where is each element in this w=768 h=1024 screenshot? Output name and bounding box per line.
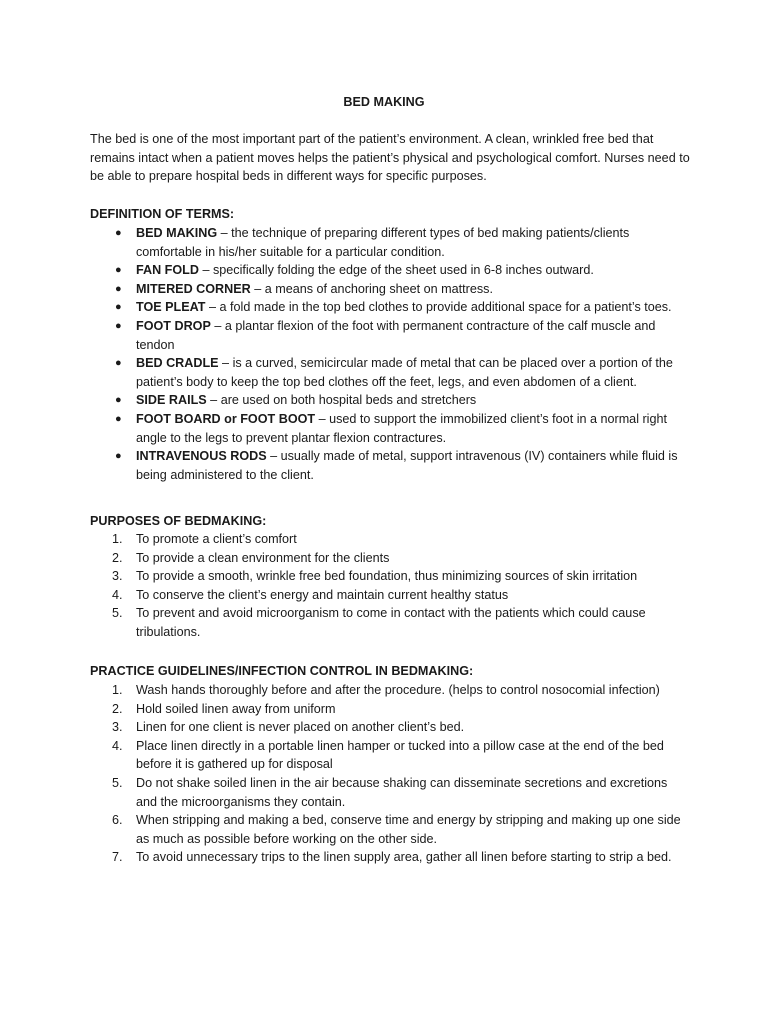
definition-term: FAN FOLD (136, 263, 199, 278)
purpose-text: To provide a smooth, wrinkle free bed foundation, thus minimizing sources of skin irritation (136, 569, 638, 584)
guideline-text: Place linen directly in a portable linen hamper or tucked into a pillow case at the end of the bed before it is gathered up for disposal (136, 738, 664, 772)
definition-text: – a means of anchoring sheet on mattress. (250, 281, 493, 296)
purpose-text: To promote a client’s comfort (136, 532, 297, 546)
definition-term: BED MAKING (136, 226, 218, 240)
purposes-heading: PURPOSES OF BEDMAKING: (90, 514, 267, 528)
definition-text: – usually made of metal, support intravenous (IV) containers while fluid is being administered to the client. (136, 449, 678, 482)
bullet-marker: ● (115, 301, 122, 314)
item-number: 5. (112, 775, 123, 790)
definitions-heading: DEFINITION OF TERMS: (90, 207, 235, 221)
item-number: 2. (112, 550, 123, 565)
item-number: 1. (112, 532, 123, 546)
definition-item (90, 280, 690, 299)
guidelines-heading: PRACTICE GUIDELINES/INFECTION CONTROL IN BEDMAKING: (90, 664, 474, 678)
guideline-item (90, 718, 690, 737)
item-number: 5. (112, 606, 123, 621)
definition-text: – is a curved, semicircular made of metal that can be placed over a portion of the patient’s body to keep the top bed clothes off the feet, legs, and even abdomen of a client. (136, 356, 673, 389)
guideline-item (90, 737, 690, 774)
purpose-text: To conserve the client’s energy and maintain current healthy status (136, 587, 509, 602)
definition-term: BED CRADLE (136, 356, 219, 371)
definition-item (90, 354, 690, 391)
definition-text: – are used on both hospital beds and stretchers (206, 393, 477, 408)
item-number: 7. (112, 850, 123, 865)
purpose-item (90, 549, 690, 568)
guidelines-list (90, 681, 690, 867)
item-number: 4. (112, 738, 123, 753)
intro-paragraph: The bed is one of the most important part of the patient’s environment. A clean, wrinkled free bed that remains intact when a patient moves helps the patient’s physical and psychological comfort. Nurses need to be able to prepare hospital beds in different ways for specific purposes. (90, 132, 690, 184)
definition-text: – the technique of preparing different types of bed making patients/clients comfortable in his/her suitable for a particular condition. (136, 226, 630, 259)
purposes-list (90, 530, 690, 642)
definition-term: INTRAVENOUS RODS (136, 449, 267, 464)
item-number: 2. (112, 701, 123, 716)
guideline-item (90, 681, 690, 700)
guideline-text: Wash hands thoroughly before and after the procedure. (helps to control nosocomial infection) (136, 683, 660, 697)
definition-term: TOE PLEAT (136, 300, 206, 315)
definition-item (90, 224, 690, 261)
document-title: BED MAKING (343, 95, 425, 109)
bullet-marker: ● (115, 450, 122, 463)
bullet-marker: ● (115, 227, 122, 239)
guideline-text: When stripping and making a bed, conserve time and energy by stripping and making up one side as much as possible before working on the other side. (136, 813, 681, 846)
purpose-text: To provide a clean environment for the clients (136, 550, 390, 565)
definition-term: FOOT DROP (136, 318, 211, 333)
purpose-text: To prevent and avoid microorganism to come in contact with the patients which could cause tribulations. (136, 606, 646, 639)
bullet-marker: ● (115, 394, 122, 407)
item-number: 3. (112, 720, 123, 735)
purpose-item (90, 604, 690, 641)
item-number: 1. (112, 683, 123, 697)
definition-item (90, 317, 690, 354)
purpose-item (90, 530, 690, 549)
definition-item (90, 447, 690, 484)
definition-item (90, 410, 690, 447)
guideline-item (90, 848, 690, 867)
bullet-marker: ● (115, 319, 122, 332)
definition-term: MITERED CORNER (136, 281, 251, 296)
bullet-marker: ● (115, 282, 122, 295)
guideline-text: Linen for one client is never placed on another client’s bed. (136, 720, 465, 735)
definition-item (90, 298, 690, 317)
definition-text: – used to support the immobilized client’s foot in a normal right angle to the legs to prevent plantar flexion contractures. (136, 411, 667, 445)
bullet-marker: ● (115, 264, 122, 277)
guideline-item (90, 811, 690, 848)
definition-text: – a plantar flexion of the foot with permanent contracture of the calf muscle and tendon (136, 318, 656, 352)
purpose-item (90, 586, 690, 605)
definition-term: FOOT BOARD or FOOT BOOT (136, 411, 316, 426)
definition-term: SIDE RAILS (136, 393, 207, 408)
definition-text: – specifically folding the edge of the sheet used in 6-8 inches outward. (198, 263, 594, 278)
item-number: 6. (112, 813, 123, 828)
definition-item (90, 391, 690, 410)
guideline-item (90, 774, 690, 811)
bullet-marker: ● (115, 412, 122, 425)
guideline-text: Hold soiled linen away from uniform (136, 701, 336, 716)
guideline-text: To avoid unnecessary trips to the linen supply area, gather all linen before starting to strip a bed. (136, 850, 672, 865)
bullet-marker: ● (115, 357, 122, 370)
definition-item (90, 261, 690, 280)
guideline-item (90, 700, 690, 719)
item-number: 4. (112, 587, 123, 602)
definition-text: – a fold made in the top bed clothes to provide additional space for a patient’s toes. (205, 300, 672, 315)
purpose-item (90, 567, 690, 586)
item-number: 3. (112, 569, 123, 584)
guideline-text: Do not shake soiled linen in the air because shaking can disseminate secretions and excretions and the microorganisms they contain. (136, 775, 668, 809)
definitions-list (90, 224, 690, 484)
